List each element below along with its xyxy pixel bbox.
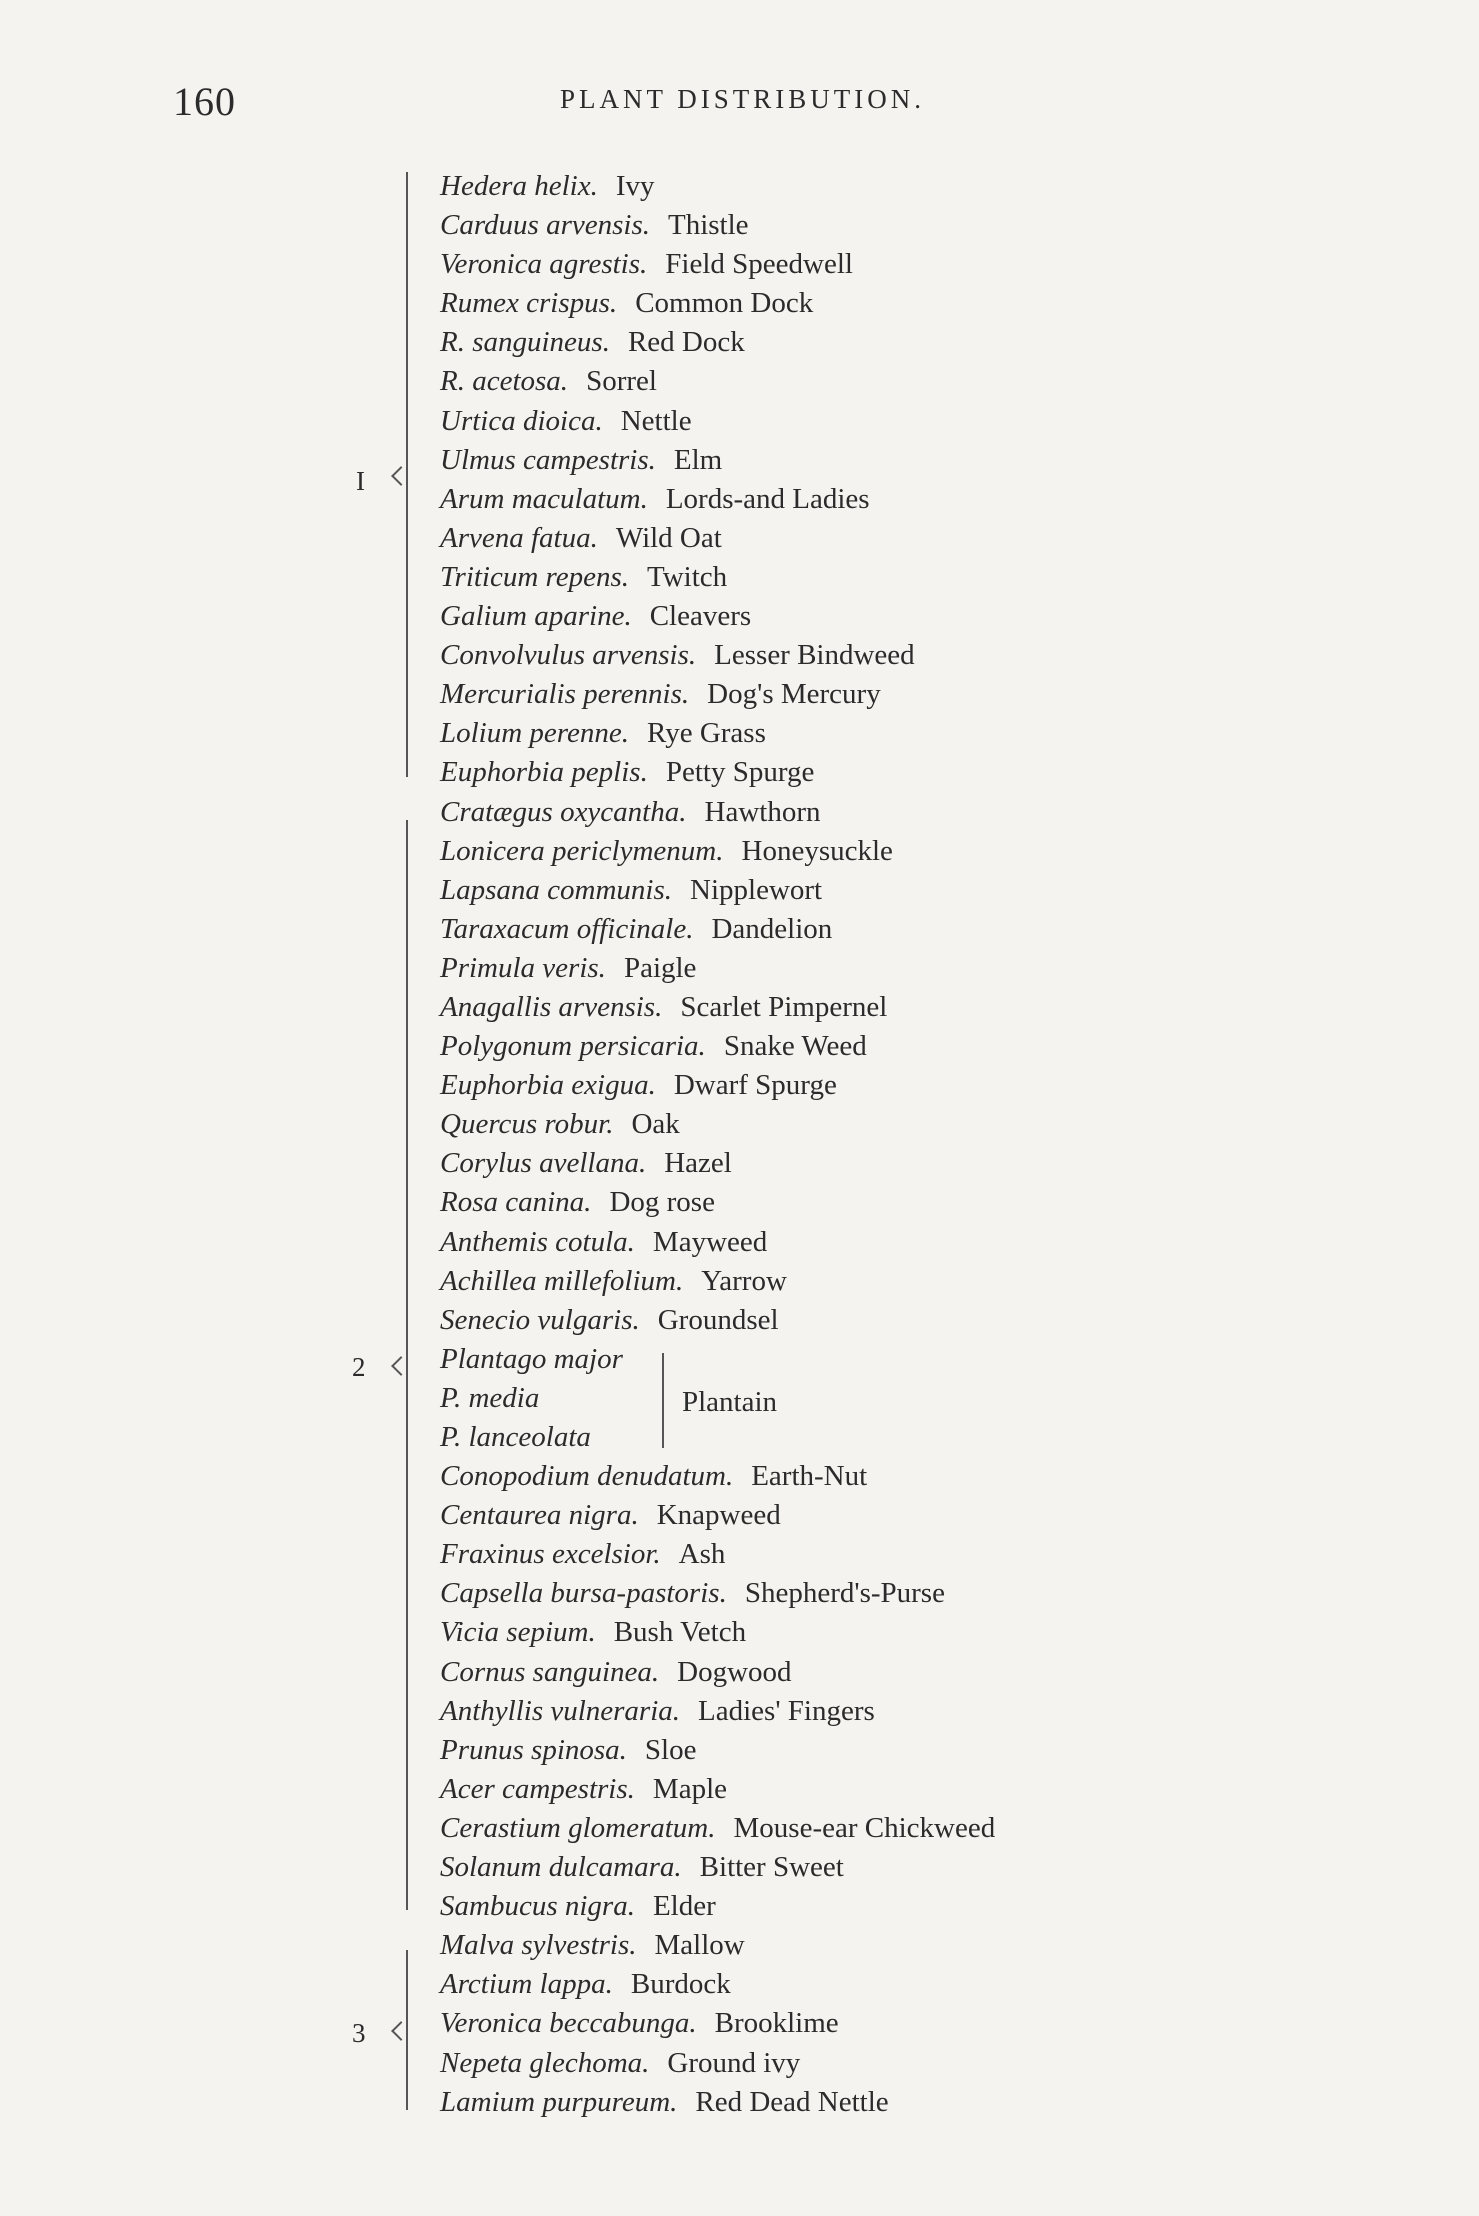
scientific-name: P. media xyxy=(440,1381,540,1414)
scientific-name: Lapsana communis. xyxy=(440,873,673,906)
scientific-name: Fraxinus excelsior. xyxy=(440,1538,661,1571)
common-name: Sorrel xyxy=(586,365,657,398)
list-item xyxy=(440,793,995,832)
list-item xyxy=(440,1692,995,1731)
scientific-name: Corylus avellana. xyxy=(440,1147,647,1180)
scientific-name: Veronica beccabunga. xyxy=(440,2007,697,2040)
list-item xyxy=(440,1613,995,1652)
list-item xyxy=(440,949,995,988)
scientific-name: Anthyllis vulneraria. xyxy=(440,1694,681,1727)
scientific-name: Anthemis cotula. xyxy=(440,1225,635,1258)
list-item xyxy=(440,284,995,323)
scientific-name: Conopodium denudatum. xyxy=(440,1460,734,1493)
list-item xyxy=(440,597,995,636)
common-name: Ground ivy xyxy=(667,2046,801,2079)
common-name: Knapweed xyxy=(656,1499,781,1532)
list-item xyxy=(440,1183,995,1222)
scientific-name: Cerastium glomeratum. xyxy=(440,1811,716,1844)
common-name: Yarrow xyxy=(701,1264,787,1297)
scientific-name: Euphorbia peplis. xyxy=(440,756,648,789)
scientific-name: Achillea millefolium. xyxy=(440,1264,684,1297)
page-number: 160 xyxy=(173,79,236,124)
scientific-name: Plantago major xyxy=(440,1342,623,1375)
common-name: Honeysuckle xyxy=(741,834,893,867)
scientific-name: Nepeta glechoma. xyxy=(440,2046,650,2079)
scientific-name: Carduus arvensis. xyxy=(440,209,650,242)
scientific-name: Hedera helix. xyxy=(440,170,598,202)
common-name: Elder xyxy=(652,1890,716,1923)
list-item xyxy=(440,988,995,1027)
scientific-name: P. lanceolata xyxy=(440,1421,591,1453)
list-item xyxy=(440,1144,995,1183)
scientific-name: Vicia sepium. xyxy=(440,1616,596,1649)
scientific-name: Veronica agrestis. xyxy=(440,248,648,281)
list-item xyxy=(440,1105,995,1144)
scientific-name: Solanum dulcamara. xyxy=(440,1851,682,1884)
common-name: Mallow xyxy=(654,1929,745,1962)
list-item xyxy=(440,1418,995,1457)
scientific-name: Lolium perenne. xyxy=(440,717,630,750)
scientific-name: Arum maculatum. xyxy=(440,482,648,515)
list-item xyxy=(440,2083,995,2122)
common-name: Mayweed xyxy=(652,1225,768,1258)
list-item xyxy=(440,558,995,597)
group-label-1: I xyxy=(356,466,365,496)
list-item xyxy=(440,1262,995,1301)
common-name: Ladies' Fingers xyxy=(698,1694,875,1727)
common-name: Bitter Sweet xyxy=(699,1851,844,1884)
common-name: Rye Grass xyxy=(647,717,766,750)
common-name: Common Dock xyxy=(635,287,814,320)
list-item xyxy=(440,1457,995,1496)
list-item xyxy=(440,2044,995,2083)
scientific-name: Sambucus nigra. xyxy=(440,1890,635,1923)
list-item xyxy=(440,1887,995,1926)
list-item xyxy=(440,2004,995,2043)
list-item xyxy=(440,871,995,910)
scientific-name: Arctium lappa. xyxy=(440,1968,613,2001)
common-name: Cleavers xyxy=(649,600,752,633)
list-item xyxy=(440,441,995,480)
common-name: Lords-and Ladies xyxy=(665,482,870,515)
list-item xyxy=(440,1809,995,1848)
scientific-name: Arvena fatua. xyxy=(440,521,598,554)
list-item xyxy=(440,1340,995,1379)
scientific-name: Acer campestris. xyxy=(440,1772,635,1805)
common-name: Petty Spurge xyxy=(665,756,815,789)
list-item xyxy=(440,1223,995,1262)
common-name: Red Dock xyxy=(627,326,745,359)
list-item xyxy=(440,1496,995,1535)
scientific-name: Urtica dioica. xyxy=(440,404,603,437)
scientific-name: Polygonum persicaria. xyxy=(440,1030,706,1063)
group-label-2: 2 xyxy=(352,1352,366,1382)
common-name: Scarlet Pimpernel xyxy=(680,990,888,1023)
common-name: Shepherd's-Purse xyxy=(744,1577,945,1610)
list-item xyxy=(440,1066,995,1105)
common-name: Lesser Bindweed xyxy=(714,639,915,672)
scientific-name: Senecio vulgaris. xyxy=(440,1303,640,1336)
scientific-name: Triticum repens. xyxy=(440,560,630,593)
group-bracket-1 xyxy=(406,172,408,777)
group-bracket-3 xyxy=(406,1950,408,2110)
list-item xyxy=(440,753,995,792)
group-label-3: 3 xyxy=(352,2018,366,2048)
list-item xyxy=(440,480,995,519)
list-item xyxy=(440,714,995,753)
list-item xyxy=(440,1301,995,1340)
common-name: Wild Oat xyxy=(615,521,722,554)
common-name: Red Dead Nettle xyxy=(695,2085,889,2118)
scientific-name: Lamium purpureum. xyxy=(440,2085,678,2118)
scientific-name: Lonicera periclymenum. xyxy=(440,834,724,867)
list-item xyxy=(440,362,995,401)
scientific-name: R. acetosa. xyxy=(440,365,569,398)
scientific-name: Prunus spinosa. xyxy=(440,1733,627,1766)
common-name: Bush Vetch xyxy=(613,1616,747,1649)
common-name: Nettle xyxy=(620,404,692,437)
common-name: Dwarf Spurge xyxy=(673,1069,837,1102)
list-item xyxy=(440,832,995,871)
common-name: Elm xyxy=(673,443,723,476)
common-name: Brooklime xyxy=(714,2007,839,2040)
common-name: Hawthorn xyxy=(704,795,821,828)
scientific-name: Cornus sanguinea. xyxy=(440,1655,660,1688)
list-item xyxy=(440,1926,995,1965)
scientific-name: Taraxacum officinale. xyxy=(440,912,694,945)
plantain-brace xyxy=(656,1353,664,1448)
plantain-label: Plantain xyxy=(682,1386,778,1418)
scientific-name: Anagallis arvensis. xyxy=(440,990,663,1023)
group-bracket-2 xyxy=(406,820,408,1910)
list-item xyxy=(440,1027,995,1066)
scientific-name: Primula veris. xyxy=(440,951,606,984)
scientific-name: Cratægus oxycantha. xyxy=(440,795,687,828)
list-item xyxy=(440,167,995,206)
common-name: Nipplewort xyxy=(690,873,823,906)
common-name: Dandelion xyxy=(711,912,833,945)
scientific-name: Capsella bursa-pastoris. xyxy=(440,1577,727,1610)
plant-list xyxy=(440,167,995,2122)
common-name: Snake Weed xyxy=(723,1030,867,1063)
scientific-name: Rosa canina. xyxy=(440,1186,592,1219)
scientific-name: R. sanguineus. xyxy=(440,326,610,359)
scientific-name: Malva sylvestris. xyxy=(440,1929,637,1962)
common-name: Field Speedwell xyxy=(665,248,853,281)
scientific-name: Rumex crispus. xyxy=(440,287,618,320)
list-item xyxy=(440,1731,995,1770)
list-item xyxy=(440,519,995,558)
common-name: Ivy xyxy=(615,170,655,202)
common-name: Maple xyxy=(652,1772,727,1805)
common-name: Oak xyxy=(631,1108,680,1141)
list-item xyxy=(440,636,995,675)
list-item xyxy=(440,1574,995,1613)
common-name: Dog rose xyxy=(609,1186,715,1219)
common-name: Burdock xyxy=(630,1968,731,2001)
common-name: Earth-Nut xyxy=(751,1460,868,1493)
common-name: Dogwood xyxy=(677,1655,792,1688)
scientific-name: Mercurialis perennis. xyxy=(440,678,690,711)
common-name: Groundsel xyxy=(657,1303,779,1336)
list-item xyxy=(440,675,995,714)
list-item xyxy=(440,323,995,362)
running-head: PLANT DISTRIBUTION. xyxy=(560,84,925,114)
list-item xyxy=(440,245,995,284)
scientific-name: Galium aparine. xyxy=(440,600,632,633)
list-item xyxy=(440,402,995,441)
scientific-name: Centaurea nigra. xyxy=(440,1499,639,1532)
common-name: Paigle xyxy=(623,951,697,984)
scientific-name: Quercus robur. xyxy=(440,1108,614,1141)
list-item xyxy=(440,1535,995,1574)
scientific-name: Convolvulus arvensis. xyxy=(440,639,697,672)
scientific-name: Ulmus campestris. xyxy=(440,443,656,476)
common-name: Sloe xyxy=(644,1733,697,1766)
list-item xyxy=(440,910,995,949)
list-item xyxy=(440,1770,995,1809)
common-name: Ash xyxy=(678,1538,726,1571)
common-name: Twitch xyxy=(647,560,728,593)
list-item xyxy=(440,1848,995,1887)
scientific-name: Euphorbia exigua. xyxy=(440,1069,656,1102)
common-name: Hazel xyxy=(664,1147,732,1180)
common-name: Thistle xyxy=(668,209,749,242)
common-name: Mouse-ear Chickweed xyxy=(733,1811,996,1844)
list-item xyxy=(440,206,995,245)
list-item xyxy=(440,1965,995,2004)
common-name: Dog's Mercury xyxy=(707,678,881,711)
list-item xyxy=(440,1653,995,1692)
